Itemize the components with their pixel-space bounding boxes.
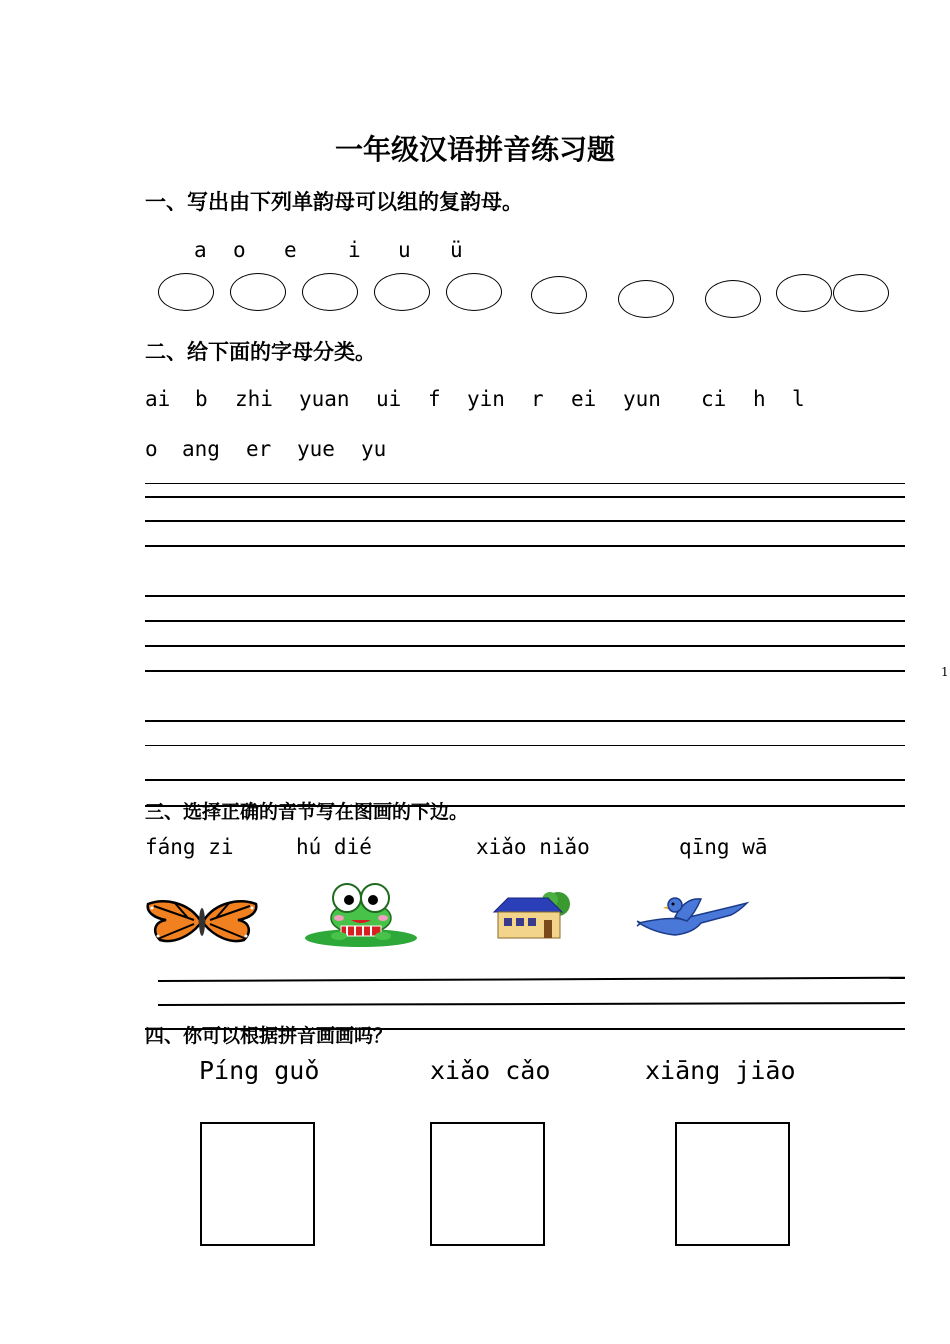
answer-oval-7[interactable] [618,280,674,318]
page-title: 一年级汉语拼音练习题 [334,133,615,166]
writing-line[interactable] [145,595,905,597]
vowel-o: o [233,238,246,262]
letter-item: h [753,387,766,411]
letter-item: ei [571,387,597,411]
letter-item: yu [361,437,387,461]
answer-oval-8[interactable] [705,280,761,318]
strike-line [145,805,905,807]
answer-oval-1[interactable] [158,273,214,311]
section1-heading: 一、写出由下列单韵母可以组的复韵母。 [145,190,523,214]
section2-heading: 二、给下面的字母分类。 [145,340,376,364]
writing-line[interactable] [145,645,905,647]
syllable-xiangjiao: xiāng jiāo [645,1056,796,1085]
house-icon [492,890,574,942]
letter-item: yun [623,387,661,411]
letter-item: zhi [235,387,273,411]
answer-line[interactable] [158,977,905,982]
letter-item: yin [467,387,505,411]
answer-oval-9[interactable] [776,274,832,312]
section4-heading: 四、你可以根据拼音画画吗？ [145,1025,393,1047]
letter-item: yue [297,437,335,461]
answer-oval-3[interactable] [302,273,358,311]
syllable-xiaocao: xiǎo cǎo [430,1056,551,1085]
writing-line[interactable] [145,545,905,547]
butterfly-icon [144,898,260,946]
answer-oval-2[interactable] [230,273,286,311]
answer-oval-4[interactable] [374,273,430,311]
letter-item: b [195,387,208,411]
letter-item: ui [376,387,402,411]
vowel-a: a [194,238,207,262]
writing-line[interactable] [145,496,905,498]
syllable-pingguo: Píng guǒ [199,1056,320,1085]
vowel-e: e [284,238,297,262]
vowel-u: u [398,238,411,262]
syllable-qingwa: qīng wā [679,835,768,859]
letter-item: er [246,437,272,461]
letter-item: ai [145,387,171,411]
frog-icon [303,880,421,948]
writing-line[interactable] [145,745,905,746]
vowel-i: i [348,238,361,262]
answer-oval-6[interactable] [531,276,587,314]
letter-item: o [145,437,158,461]
letter-item: yuan [299,387,350,411]
writing-line[interactable] [145,483,905,484]
writing-line[interactable] [145,620,905,622]
answer-oval-5[interactable] [446,273,502,311]
drawing-box-1[interactable] [200,1122,315,1246]
syllable-xiaoniao: xiǎo niǎo [476,835,590,859]
strike-line [145,1028,905,1030]
writing-line[interactable] [145,720,905,722]
drawing-box-3[interactable] [675,1122,790,1246]
answer-oval-10[interactable] [833,274,889,312]
letter-item: r [531,387,544,411]
writing-line[interactable] [145,779,905,781]
writing-line[interactable] [145,520,905,522]
answer-line[interactable] [158,1002,905,1006]
page-number: 1 [941,665,949,679]
syllable-fangzi: fáng zi [145,835,234,859]
bird-icon [635,893,751,939]
letter-item: ang [182,437,220,461]
section3-heading: 三、选择正确的音节写在图画的下边。 [145,801,469,823]
writing-line[interactable] [145,670,905,672]
letter-item: ci [701,387,727,411]
letter-item: f [428,387,441,411]
syllable-hudie: hú dié [296,835,372,859]
vowel-v: ü [450,238,463,262]
drawing-box-2[interactable] [430,1122,545,1246]
letter-item: l [792,387,805,411]
